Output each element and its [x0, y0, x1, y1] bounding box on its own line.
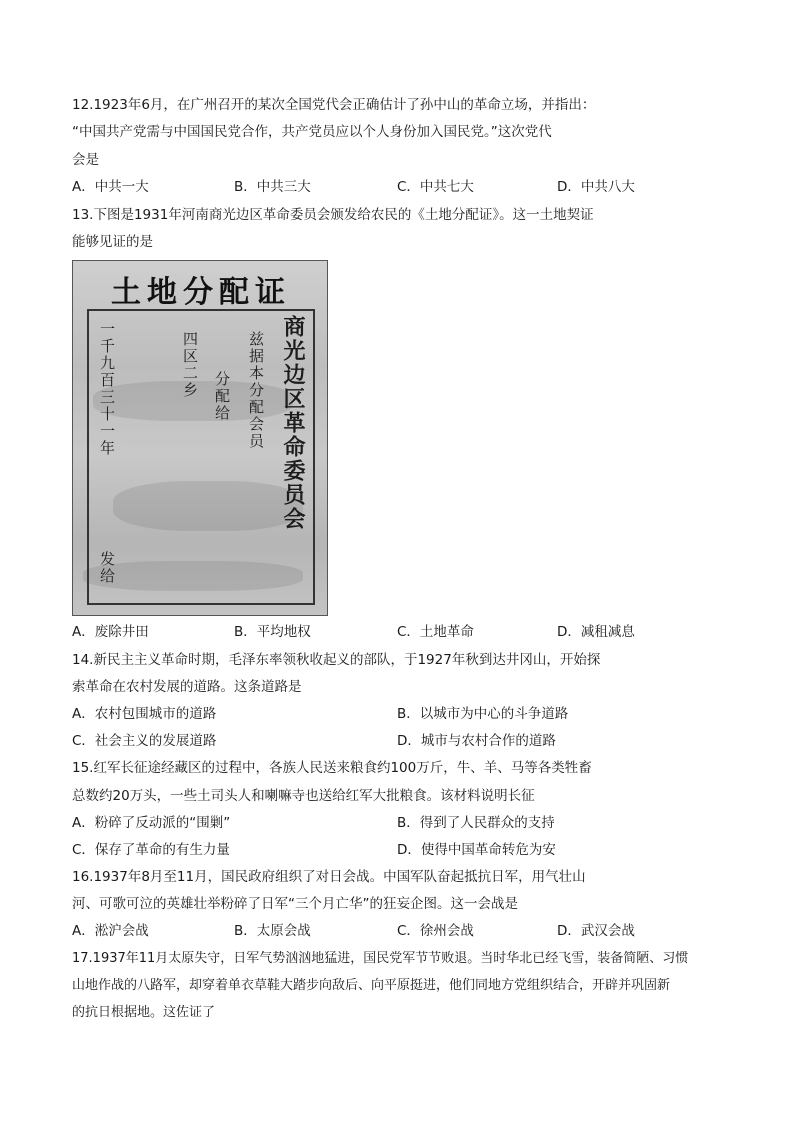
- q16-option-d[interactable]: D．武汉会战: [557, 923, 635, 939]
- q16-stem-line2: 河、可歌可泣的英雄壮举粉碎了日军“三个月亡华”的狂妄企图。这一会战是: [72, 896, 518, 912]
- q14-stem-line1: 14.新民主主义革命时期，毛泽东率领秋收起义的部队，于1927年秋到达井冈山，开始探: [72, 652, 601, 668]
- q12-stem-line2: “中国共产党需与中国国民党合作，共产党员应以个人身份加入国民党。”这次党代: [72, 124, 552, 140]
- q14-stem-line2: 索革命在农村发展的道路。这条道路是: [72, 679, 302, 695]
- q14-option-b[interactable]: B．以城市为中心的斗争道路: [397, 706, 569, 722]
- q15-option-c[interactable]: C．保存了革命的有生力量: [72, 842, 230, 858]
- certificate-issued: 发给: [98, 551, 116, 585]
- q17-stem-line1: 17.1937年11月太原失守，日军气势汹汹地猛进，国民党军节节败退。当时华北已经飞雪，装备简陋、习惯: [72, 951, 689, 966]
- q13-stem-line2: 能够见证的是: [72, 234, 153, 250]
- q17-stem-line3: 的抗日根据地。这佐证了: [72, 1005, 216, 1020]
- q12-option-c[interactable]: C．中共七大: [397, 179, 474, 195]
- q16-option-c[interactable]: C．徐州会战: [397, 923, 474, 939]
- certificate-date: 一千九百三十一年: [98, 321, 116, 457]
- q13-option-b[interactable]: B．平均地权: [234, 624, 311, 640]
- certificate-col3: 分配给: [213, 371, 231, 422]
- q15-stem-line1: 15.红军长征途经藏区的过程中，各族人民送来粮食约100万斤，牛、羊、马等各类牲畜: [72, 760, 592, 776]
- q13-option-a[interactable]: A．废除井田: [72, 624, 149, 640]
- land-certificate-image: [72, 260, 328, 616]
- q15-option-b[interactable]: B．得到了人民群众的支持: [397, 815, 555, 831]
- q13-stem-line1: 13.下图是1931年河南商光边区革命委员会颁发给农民的《土地分配证》。这一土地契证: [72, 207, 594, 223]
- certificate-issuer: 商光边区革命委员会: [280, 315, 306, 531]
- q12-option-b[interactable]: B．中共三大: [234, 179, 311, 195]
- q15-option-d[interactable]: D．使得中国革命转危为安: [397, 842, 556, 858]
- q14-option-c[interactable]: C．社会主义的发展道路: [72, 733, 217, 749]
- q13-option-d[interactable]: D．减租减息: [557, 624, 635, 640]
- q17-stem-line2: 山地作战的八路军，却穿着单衣草鞋大踏步向敌后、向平原挺进，他们同地方党组织结合，开辟并巩固新: [72, 978, 671, 993]
- q15-stem-line2: 总数约20万头，一些土司头人和喇嘛寺也送给红军大批粮食。该材料说明长征: [72, 788, 535, 804]
- q12-option-a[interactable]: A．中共一大: [72, 179, 149, 195]
- q14-option-d[interactable]: D．城市与农村合作的道路: [397, 733, 556, 749]
- q15-option-a[interactable]: A．粉碎了反动派的“围剿”: [72, 815, 231, 831]
- q16-stem-line1: 16.1937年8月至11月，国民政府组织了对日会战。中国军队奋起抵抗日军，用气壮山: [72, 869, 586, 885]
- certificate-title: 土地分配证: [111, 275, 291, 310]
- certificate-col2: 兹据本分配会员: [247, 331, 265, 450]
- certificate-frame: [87, 309, 315, 605]
- q13-option-c[interactable]: C．土地革命: [397, 624, 474, 640]
- q14-option-a[interactable]: A．农村包围城市的道路: [72, 706, 217, 722]
- q16-option-a[interactable]: A．淞沪会战: [72, 923, 149, 939]
- q16-option-b[interactable]: B．太原会战: [234, 923, 311, 939]
- q12-option-d[interactable]: D．中共八大: [557, 179, 635, 195]
- q12-stem-line1: 12.1923年6月，在广州召开的某次全国党代会正确估计了孙中山的革命立场，并指出：: [72, 97, 596, 113]
- q12-stem-line3: 会是: [72, 152, 99, 168]
- certificate-col4: 四区二乡: [181, 331, 199, 399]
